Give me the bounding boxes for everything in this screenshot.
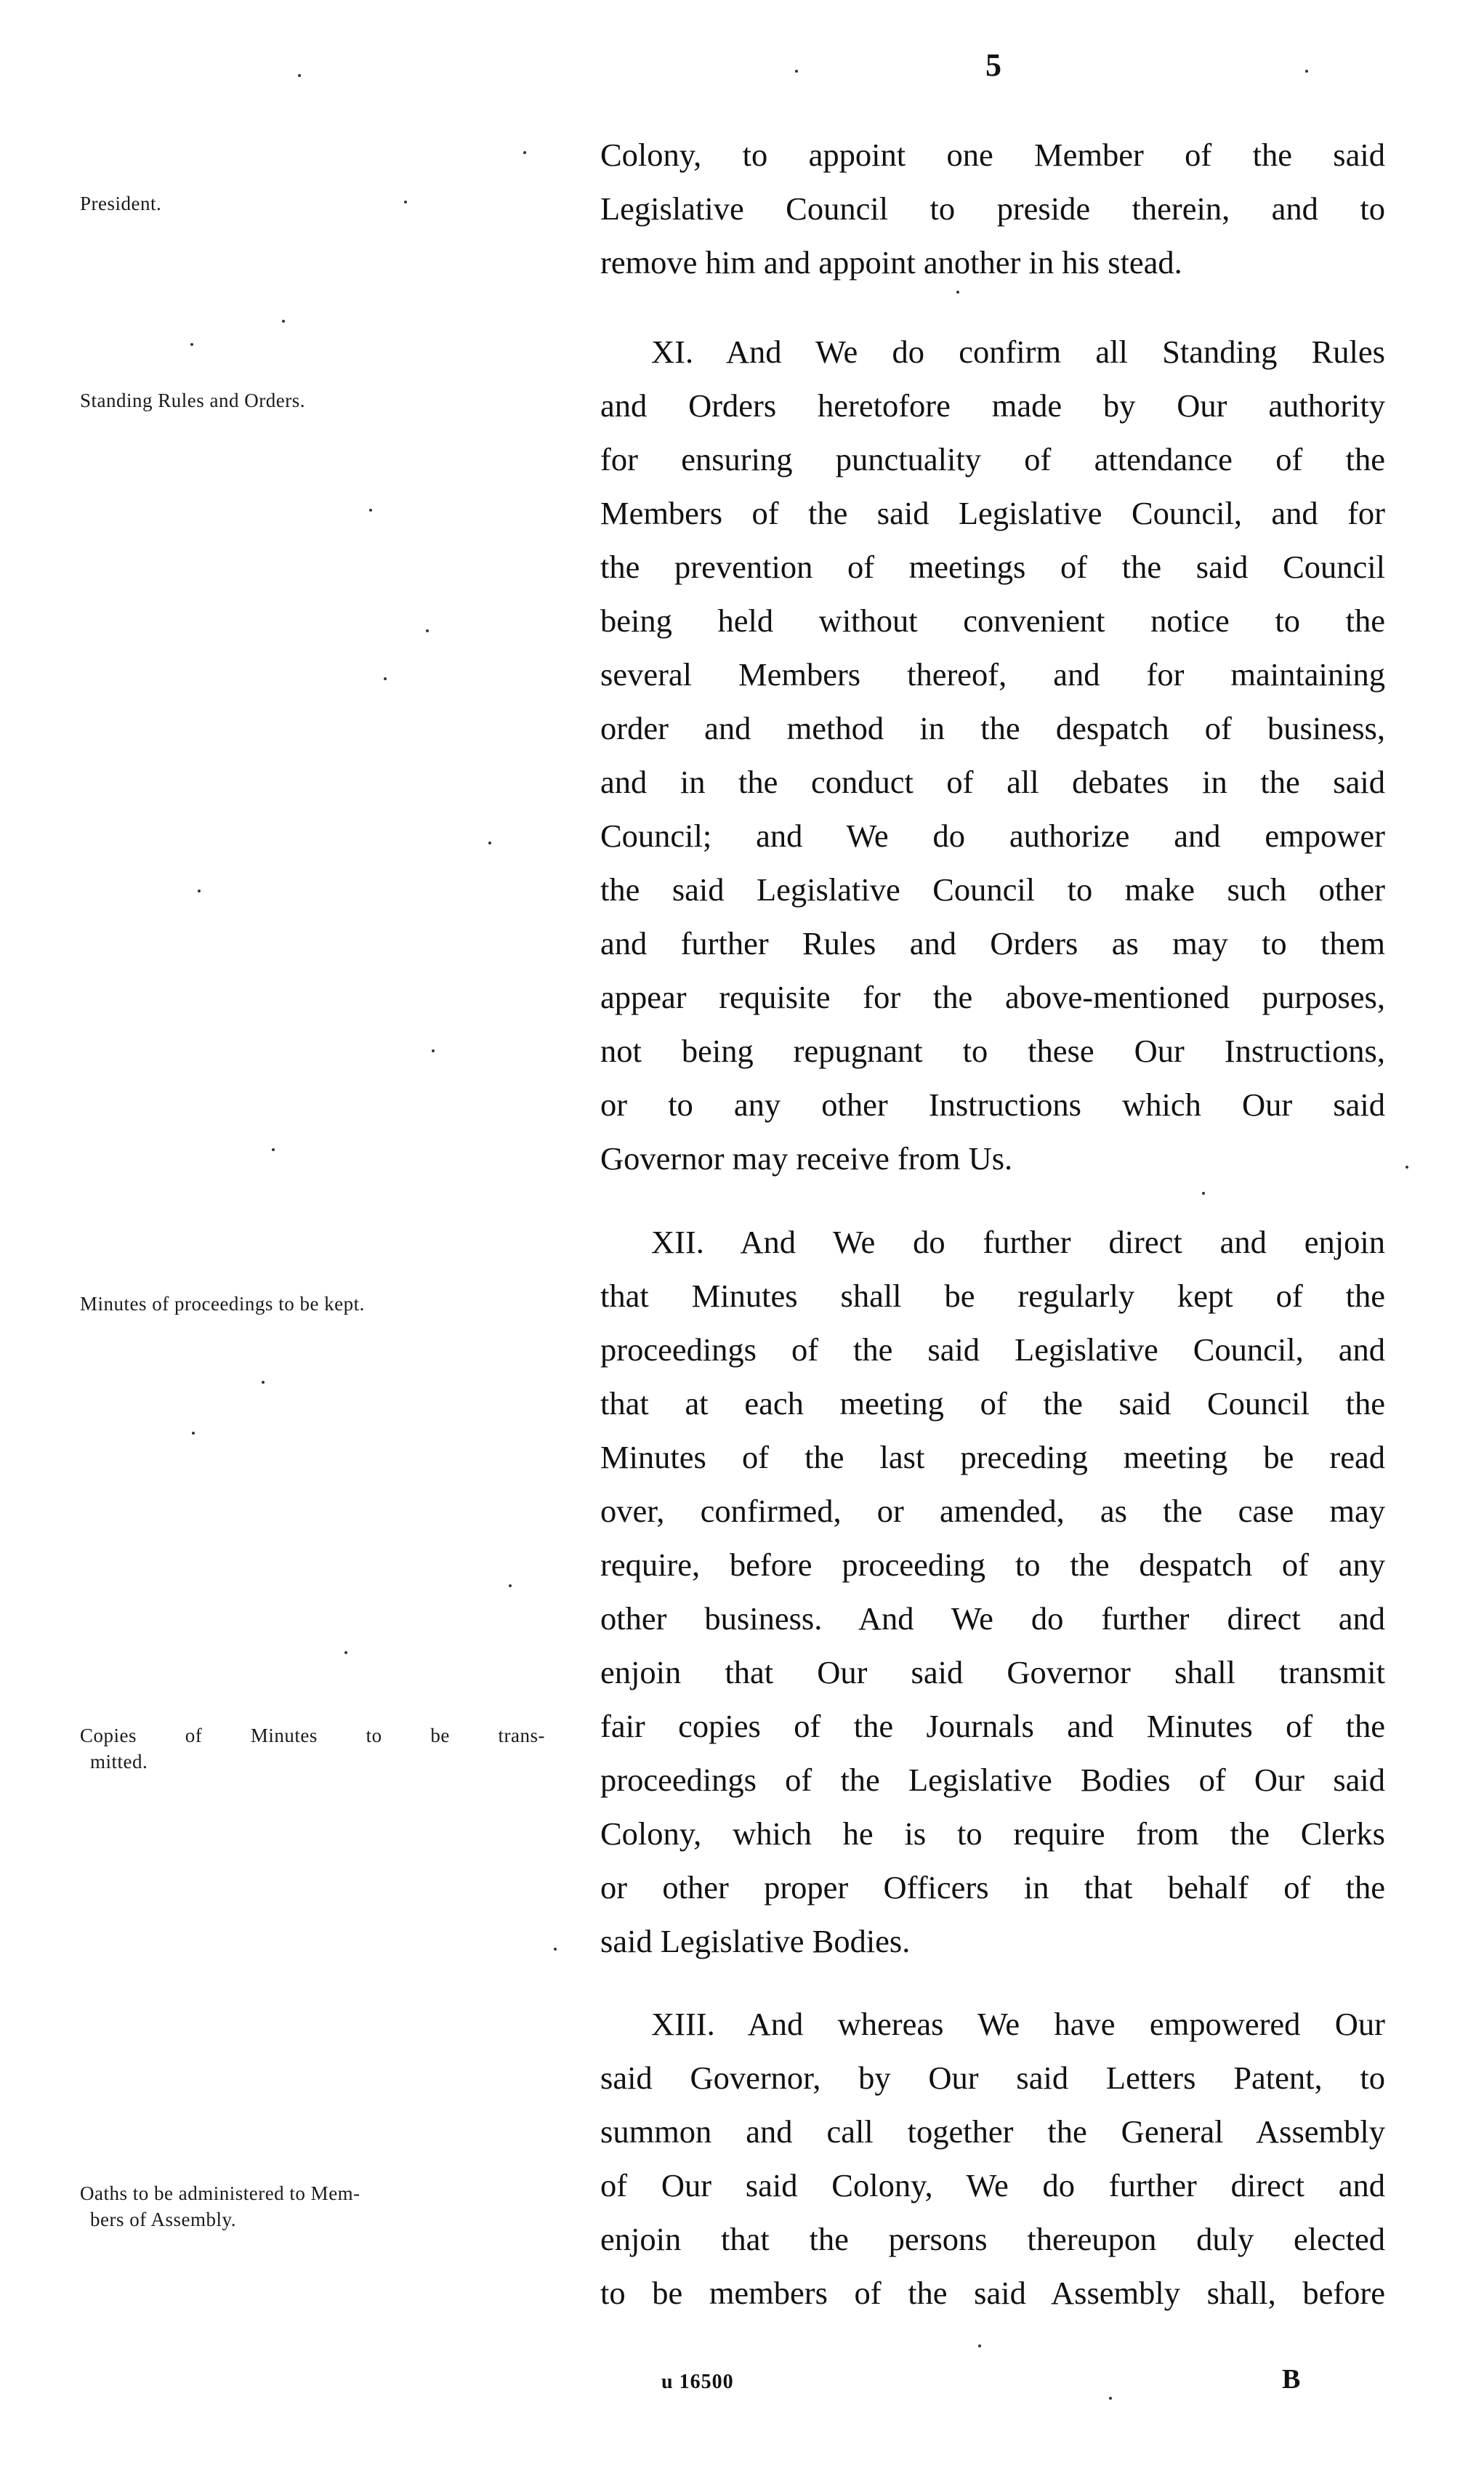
- text-line: enjoin that Our said Governor shall transmit: [600, 1654, 1385, 1690]
- text-line: the prevention of meetings of the said Council: [600, 549, 1385, 585]
- scan-speck: [554, 1948, 557, 1951]
- scan-speck: [1109, 2397, 1112, 2400]
- text-line: being held without convenient notice to the: [600, 602, 1385, 639]
- scan-speck: [1202, 1192, 1205, 1195]
- scan-speck: [488, 842, 491, 844]
- text-line: Governor may receive from Us.: [600, 1140, 1013, 1177]
- text-line: or to any other Instructions which Our said: [600, 1086, 1385, 1123]
- text-line: several Members thereof, and for maintaining: [600, 656, 1385, 693]
- margin-note-copies: [80, 1722, 545, 1775]
- text-line: remove him and appoint another in his stead.: [600, 244, 1182, 281]
- scan-speck: [282, 320, 285, 323]
- text-line: Minutes of the last preceding meeting be read: [600, 1439, 1385, 1475]
- paragraph-intro: [600, 128, 1385, 289]
- margin-note-oaths-line1: Oaths to be administered to Mem-: [80, 2182, 360, 2204]
- margin-note-copies-line1: Copies of Minutes to be trans-: [80, 1725, 545, 1746]
- scan-speck: [523, 151, 526, 154]
- scan-speck: [190, 343, 193, 346]
- margin-note-oaths-line2: bers of Assembly.: [90, 2209, 236, 2230]
- scan-speck: [795, 70, 798, 73]
- text-line: proceedings of the said Legislative Council, and: [600, 1331, 1385, 1368]
- margin-note-standing-rules: Standing Rules and Orders.: [80, 390, 305, 411]
- text-line: said Legislative Bodies.: [600, 1923, 911, 1959]
- scan-speck: [426, 629, 429, 632]
- text-line: of Our said Colony, We do further direct and: [600, 2167, 1385, 2203]
- scan-speck: [384, 677, 387, 680]
- scan-speck: [956, 291, 959, 294]
- footer-sheet-letter: B: [1282, 2364, 1301, 2395]
- page-number: 5: [985, 47, 1001, 83]
- text-line: order and method in the despatch of business,: [600, 710, 1385, 746]
- scan-speck: [344, 1651, 347, 1654]
- scan-speck: [509, 1584, 512, 1587]
- text-line: Legislative Council to preside therein, and to: [600, 190, 1385, 227]
- scan-speck: [262, 1381, 265, 1384]
- paragraph-xiii: [600, 1997, 1385, 2320]
- margin-note-oaths: [80, 2180, 545, 2233]
- text-line: for ensuring punctuality of attendance of the: [600, 441, 1385, 477]
- text-line: Colony, to appoint one Member of the said: [600, 137, 1385, 173]
- text-line: enjoin that the persons thereupon duly elected: [600, 2221, 1385, 2257]
- scan-speck: [369, 509, 372, 512]
- scan-speck: [978, 2344, 981, 2347]
- text-line: Colony, which he is to require from the Clerks: [600, 1815, 1385, 1852]
- text-line: to be members of the said Assembly shall, before: [600, 2275, 1385, 2311]
- text-line: that Minutes shall be regularly kept of the: [600, 1278, 1385, 1314]
- scan-speck: [1305, 70, 1308, 73]
- text-line: and in the conduct of all debates in the said: [600, 764, 1385, 800]
- scan-speck: [404, 201, 407, 203]
- margin-note-copies-line2: mitted.: [90, 1751, 148, 1773]
- margin-note-minutes: Minutes of proceedings to be kept.: [80, 1293, 365, 1315]
- text-line: XI. And We do confirm all Standing Rules: [651, 334, 1385, 370]
- text-line: proceedings of the Legislative Bodies of Our said: [600, 1762, 1385, 1798]
- scan-speck: [1406, 1166, 1408, 1169]
- text-line: XIII. And whereas We have empowered Our: [651, 2006, 1385, 2042]
- text-line: require, before proceeding to the despatch of any: [600, 1547, 1385, 1583]
- scan-speck: [272, 1148, 275, 1151]
- text-line: over, confirmed, or amended, as the case may: [600, 1493, 1385, 1529]
- scan-speck: [198, 890, 201, 892]
- scan-speck: [432, 1049, 435, 1052]
- text-line: said Governor, by Our said Letters Patent, to: [600, 2060, 1385, 2096]
- scan-speck: [192, 1432, 195, 1435]
- text-line: appear requisite for the above-mentioned purposes,: [600, 979, 1385, 1015]
- footer-signature-mark: u 16500: [661, 2371, 734, 2393]
- text-line: not being repugnant to these Our Instructions,: [600, 1033, 1385, 1069]
- text-line: other business. And We do further direct and: [600, 1600, 1385, 1637]
- margin-note-president: President.: [80, 193, 162, 214]
- text-line: Council; and We do authorize and empower: [600, 818, 1385, 854]
- paragraph-xi: [600, 325, 1385, 1185]
- text-line: or other proper Officers in that behalf of the: [600, 1869, 1385, 1906]
- paragraph-xii: [600, 1215, 1385, 1968]
- text-line: the said Legislative Council to make such other: [600, 871, 1385, 908]
- text-line: and Orders heretofore made by Our authority: [600, 387, 1385, 424]
- text-line: that at each meeting of the said Council the: [600, 1385, 1385, 1422]
- text-line: XII. And We do further direct and enjoin: [651, 1224, 1385, 1260]
- scan-speck: [298, 74, 301, 77]
- text-line: and further Rules and Orders as may to them: [600, 925, 1385, 961]
- text-line: fair copies of the Journals and Minutes of the: [600, 1708, 1385, 1744]
- text-line: Members of the said Legislative Council, and for: [600, 495, 1385, 531]
- text-line: summon and call together the General Assembly: [600, 2113, 1385, 2150]
